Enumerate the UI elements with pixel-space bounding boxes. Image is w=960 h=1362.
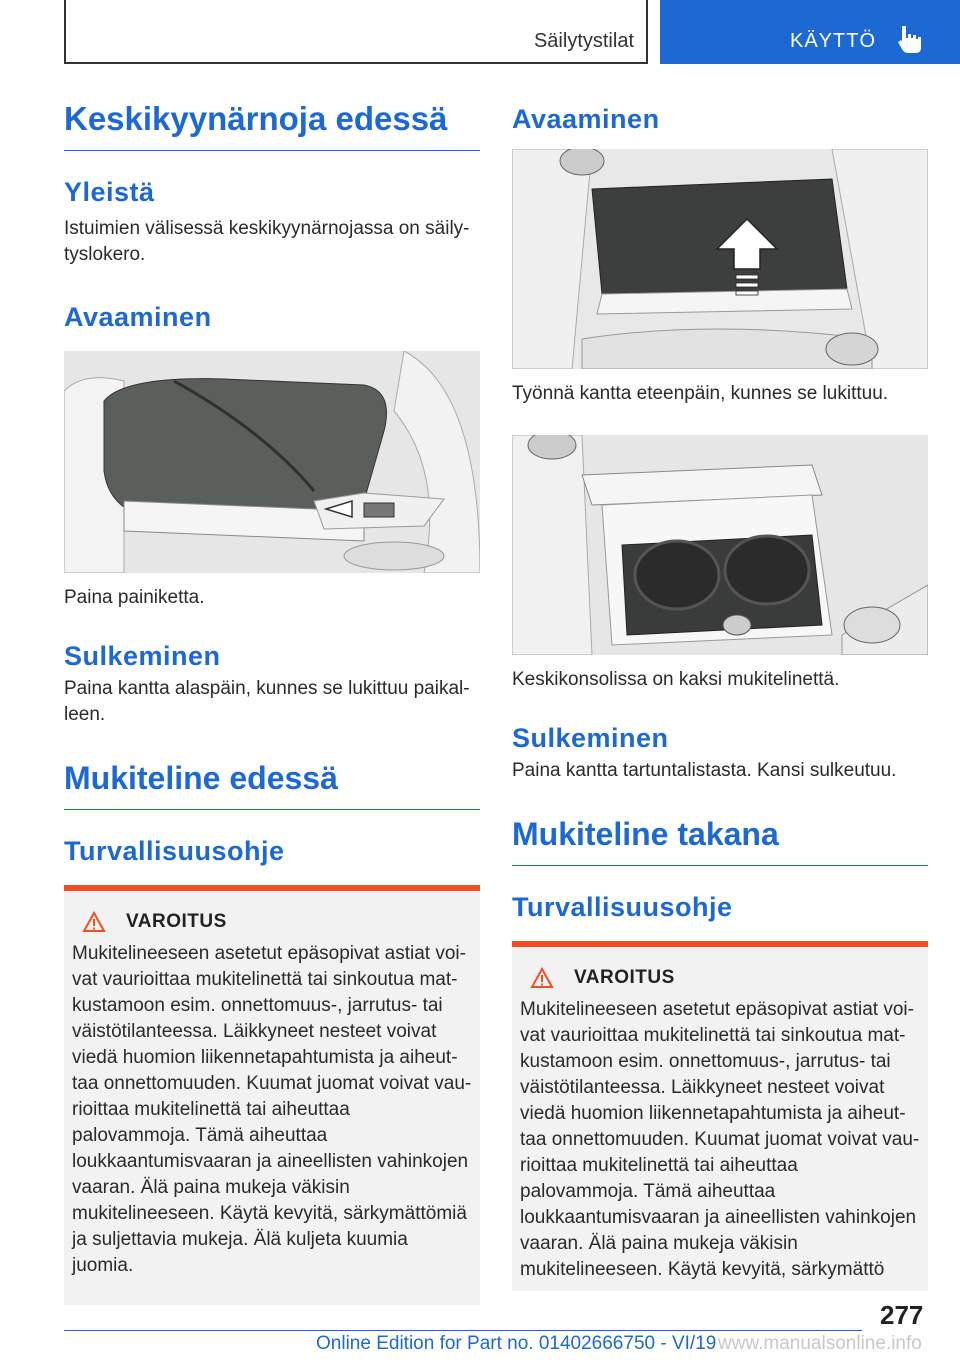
closing-text: Paina kantta alaspäin, kunnes se lukittuu paikalleen. bbox=[64, 678, 470, 725]
heading-opening-right: Avaaminen bbox=[512, 104, 660, 134]
heading-closing-right: Sulkeminen bbox=[512, 723, 669, 753]
heading-closing: Sulkeminen bbox=[64, 641, 221, 671]
header-section-tab bbox=[64, 0, 648, 64]
section-title-front-cupholder: Mukiteline edessä bbox=[64, 760, 480, 810]
warning-header-right bbox=[520, 967, 920, 989]
warning-triangle-icon bbox=[82, 911, 106, 933]
heading-opening: Avaaminen bbox=[64, 302, 212, 332]
heading-safety: Turvallisuusohje bbox=[64, 836, 285, 866]
armrest-button-photo bbox=[64, 351, 480, 573]
left-column bbox=[64, 100, 480, 1305]
warning-triangle-icon bbox=[530, 967, 554, 989]
footer-divider bbox=[64, 1330, 862, 1331]
closing-text-right: Paina kantta tartuntalistasta. Kansi sulkeutuu. bbox=[512, 760, 897, 781]
heading-safety-right: Turvallisuusohje bbox=[512, 892, 733, 922]
push-cover-caption: Työnnä kantta eteenpäin, kunnes se lukittuu. bbox=[512, 383, 889, 404]
warning-label-right: VAROITUS bbox=[574, 967, 675, 988]
warning-text: Mukitelineeseen asetetut epäsopivat astiat voivat vaurioittaa mukitelinettä tai sinkoutua matkustamoon esim. onnettomuus-, jarrutus- tai väistötilanteessa. Läikkyneet nesteet voivat viedä huomion liikennetapahtumista ja aiheuttaa onnettomuuden. Kuumat juomat voivat vaurioittaa mukitelinettä tai aiheuttaa palovammoja. Tämä aiheuttaa loukkaantumisvaaran ja aineellisten vahinkojen vaaran. Älä paina mukeja väkisin mukitelineeseen. Käytä kevyitä, särkymättömiä ja suljettavia mukeja. Älä kuljeta kuumia juomia. bbox=[72, 943, 472, 1276]
header-section-label: Säilytystilat bbox=[533, 30, 634, 52]
cupholders-photo bbox=[512, 435, 928, 655]
warning-text-right: Mukitelineeseen asetetut epäsopivat astiat voivat vaurioittaa mukitelinettä tai sinkoutua matkustamoon esim. onnettomuus-, jarrutus- tai väistötilanteessa. Läikkyneet nesteet voivat viedä huomion liikennetapahtumista ja aiheuttaa onnettomuuden. Kuumat juomat voivat vaurioittaa mukitelinettä tai aiheuttaa palovammoja. Tämä aiheuttaa loukkaantumisvaaran ja aineellisten vahinkojen vaaran. Älä paina mukeja väkisin mukitelineeseen. Käytä kevyitä, särkymättö bbox=[520, 999, 920, 1280]
right-column bbox=[512, 104, 928, 1291]
warning-box-right bbox=[512, 941, 928, 1291]
warning-label: VAROITUS bbox=[126, 911, 227, 932]
warning-box bbox=[64, 885, 480, 1305]
cupholders-caption: Keskikonsolissa on kaksi mukitelinettä. bbox=[512, 669, 840, 690]
footer-edition: Online Edition for Part no. 01402666750 - VI/19 bbox=[316, 1333, 717, 1354]
warning-header bbox=[72, 911, 472, 933]
header-chapter-label: KÄYTTÖ bbox=[790, 30, 877, 52]
general-text: Istuimien välisessä keskikyynärnojassa on säilytyslokero. bbox=[64, 218, 470, 265]
opening-caption: Paina painiketta. bbox=[64, 587, 205, 608]
header-chapter-tab bbox=[660, 0, 960, 64]
pointing-hand-icon bbox=[896, 24, 924, 54]
section-title-rear-cupholder: Mukiteline takana bbox=[512, 816, 928, 866]
watermark: www.manualsonline.info bbox=[718, 1333, 922, 1354]
section-title-front-armrest: Keskikyynärnoja edessä bbox=[64, 100, 480, 151]
push-cover-photo bbox=[512, 149, 928, 369]
page-number: 277 bbox=[880, 1300, 924, 1330]
heading-general: Yleistä bbox=[64, 177, 155, 207]
